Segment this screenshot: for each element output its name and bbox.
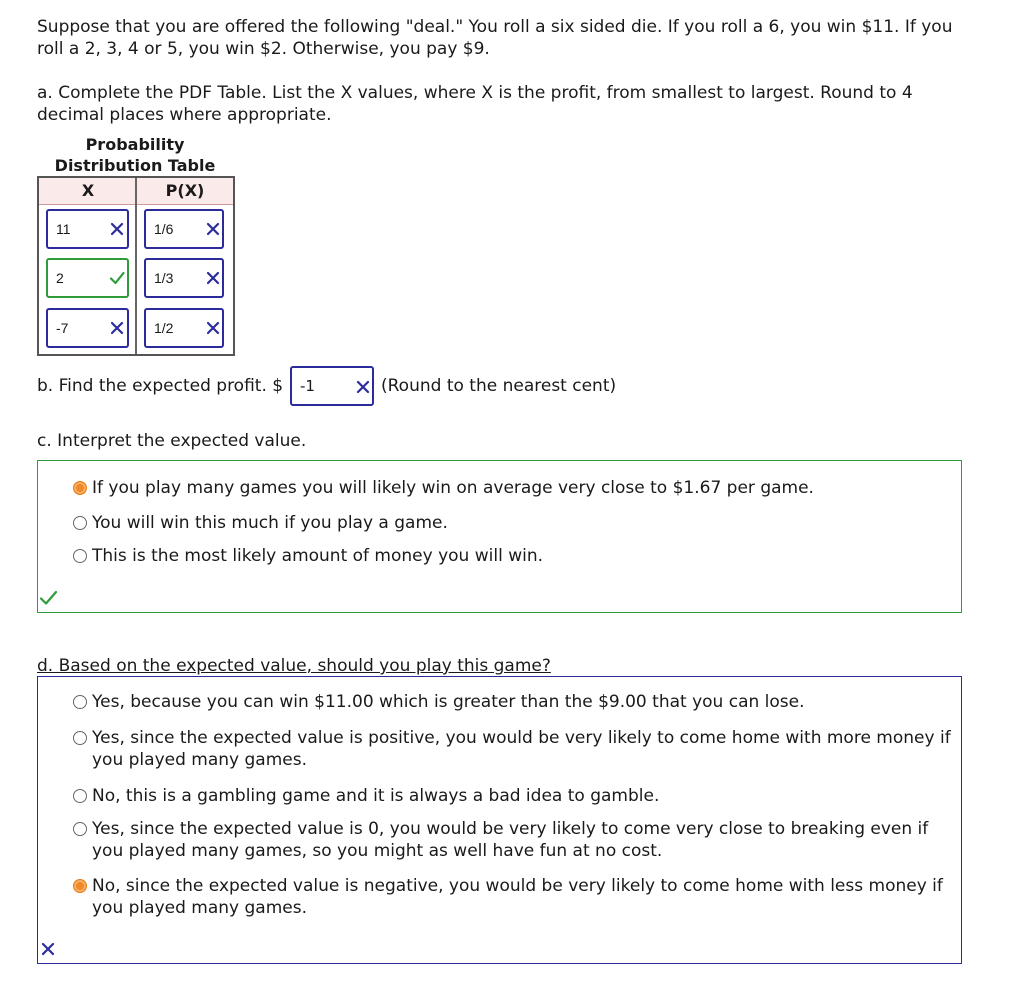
option-label: You will win this much if you play a game.	[92, 513, 448, 533]
expected-profit-input[interactable]	[290, 366, 374, 406]
part-d-prompt: d. Based on the expected value, should you play this game?	[37, 656, 551, 676]
expected-profit-value: -1	[300, 377, 315, 395]
part-d-option-1[interactable]	[73, 691, 959, 713]
part-c-option-3[interactable]	[73, 545, 959, 567]
part-d-option-4[interactable]	[73, 818, 959, 862]
part-d-answer-group	[37, 676, 962, 964]
x-value: 2	[56, 270, 64, 286]
radio-button[interactable]	[73, 731, 87, 745]
part-b-prompt: b. Find the expected profit. $	[37, 376, 284, 396]
part-d-option-5[interactable]	[73, 875, 959, 919]
px-input-row-1[interactable]	[144, 209, 224, 249]
rounding-hint: (Round to the nearest cent)	[381, 376, 617, 396]
part-d-option-2[interactable]	[73, 727, 959, 771]
incorrect-x-icon	[40, 941, 56, 957]
option-label: No, since the expected value is negative, you would be very likely to come home with less money if you played many games.	[92, 876, 943, 918]
incorrect-x-icon	[204, 269, 222, 287]
option-label: No, this is a gambling game and it is always a bad idea to gamble.	[92, 786, 660, 806]
px-value: 1/2	[154, 320, 174, 336]
radio-button[interactable]	[73, 549, 87, 563]
px-input-row-3[interactable]	[144, 308, 224, 348]
table-header-x: X	[81, 181, 95, 200]
x-input-row-1[interactable]	[46, 209, 129, 249]
radio-button-selected[interactable]	[73, 879, 87, 893]
x-input-row-2[interactable]	[46, 258, 129, 298]
part-c-answer-group	[37, 460, 962, 613]
radio-button[interactable]	[73, 516, 87, 530]
correct-check-icon	[108, 269, 126, 287]
x-value: -7	[56, 320, 69, 336]
incorrect-x-icon	[204, 220, 222, 238]
radio-button-selected[interactable]	[73, 481, 87, 495]
table-header-px: P(X)	[165, 181, 205, 200]
option-label: Yes, since the expected value is positive, you would be very likely to come home with more money if you played many games.	[92, 728, 951, 770]
x-value: 11	[56, 221, 71, 237]
correct-check-icon	[39, 589, 59, 607]
px-input-row-2[interactable]	[144, 258, 224, 298]
table-title: Probability Distribution Table	[54, 135, 216, 175]
part-d-option-3[interactable]	[73, 785, 959, 807]
incorrect-x-icon	[204, 319, 222, 337]
option-label: If you play many games you will likely win on average very close to $1.67 per game.	[92, 478, 814, 498]
pdf-table	[37, 176, 235, 356]
incorrect-x-icon	[354, 378, 372, 396]
part-c-option-2[interactable]	[73, 512, 959, 534]
radio-button[interactable]	[73, 822, 87, 836]
table-column-divider	[135, 178, 137, 354]
part-c-option-1[interactable]	[73, 477, 959, 499]
option-label: Yes, since the expected value is 0, you would be very likely to come very close to breaking even if you played many games, so you might as well have fun at no cost.	[92, 819, 929, 861]
px-value: 1/3	[154, 270, 174, 286]
radio-button[interactable]	[73, 789, 87, 803]
problem-statement: Suppose that you are offered the following "deal." You roll a six sided die. If you roll a 6, you win $11. If you roll a 2, 3, 4 or 5, you win $2. Otherwise, you pay $9.	[37, 17, 953, 59]
incorrect-x-icon	[108, 220, 126, 238]
part-a-prompt: a. Complete the PDF Table. List the X values, where X is the profit, from smallest to largest. Round to 4 decimal places where appropriate.	[37, 83, 913, 125]
incorrect-x-icon	[108, 319, 126, 337]
x-input-row-3[interactable]	[46, 308, 129, 348]
option-label: This is the most likely amount of money you will win.	[92, 546, 544, 566]
part-c-prompt: c. Interpret the expected value.	[37, 431, 307, 451]
option-label: Yes, because you can win $11.00 which is greater than the $9.00 that you can lose.	[92, 692, 805, 712]
px-value: 1/6	[154, 221, 174, 237]
radio-button[interactable]	[73, 695, 87, 709]
